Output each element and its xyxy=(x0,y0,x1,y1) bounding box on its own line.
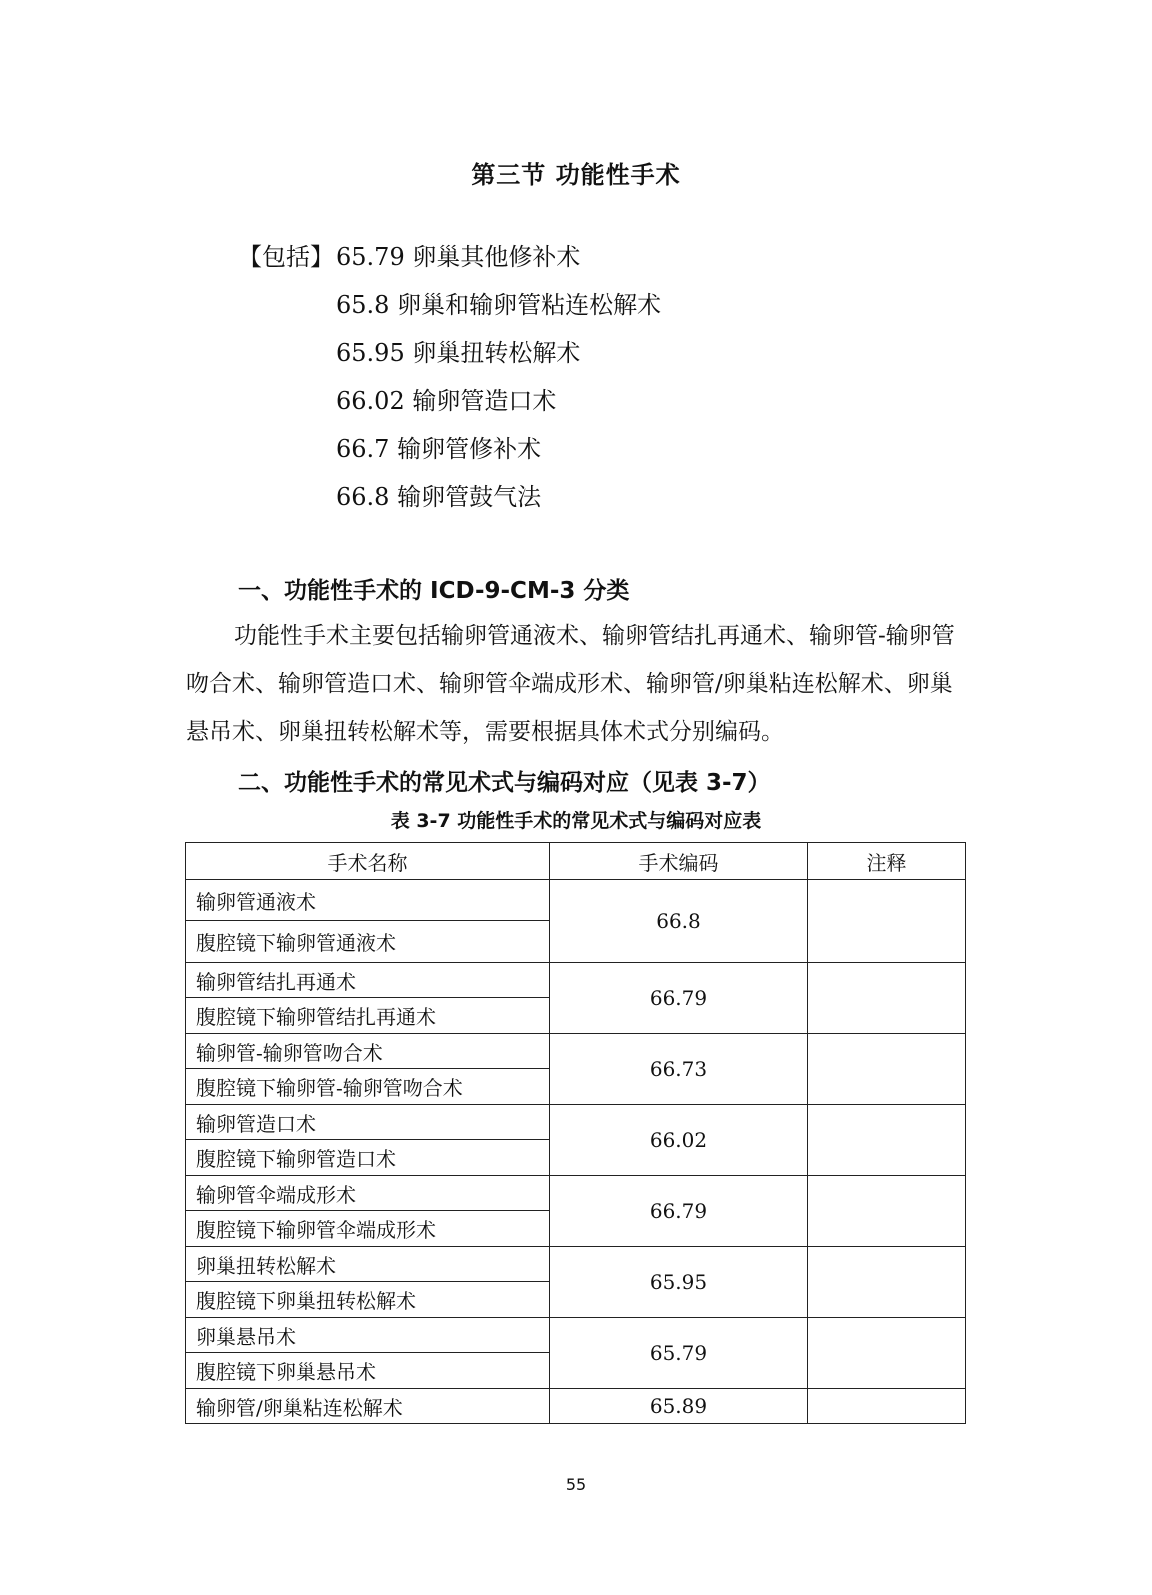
procedure-name: 腹腔镜下输卵管造口术 xyxy=(186,1140,550,1176)
procedure-note xyxy=(808,1389,966,1424)
procedure-name: 腹腔镜下卵巢悬吊术 xyxy=(186,1353,550,1389)
heading-mapping: 二、功能性手术的常见术式与编码对应（见表 3-7） xyxy=(238,770,771,796)
column-header: 手术编码 xyxy=(550,843,808,880)
procedure-code: 66.79 xyxy=(550,963,808,1034)
procedure-note xyxy=(808,1176,966,1247)
table-caption: 表 3-7 功能性手术的常见术式与编码对应表 xyxy=(390,810,762,832)
procedure-name: 腹腔镜下输卵管-输卵管吻合术 xyxy=(186,1069,550,1105)
column-header: 注释 xyxy=(808,843,966,880)
section-title: 第三节 功能性手术 xyxy=(471,161,681,189)
includes-line: 66.02 输卵管造口术 xyxy=(336,387,557,415)
table-row xyxy=(186,1389,966,1424)
includes-line: 65.8 卵巢和输卵管粘连松解术 xyxy=(336,291,662,319)
procedure-note xyxy=(808,963,966,1034)
table-row xyxy=(186,880,966,921)
procedure-name: 输卵管伞端成形术 xyxy=(186,1176,550,1211)
procedure-name: 腹腔镜下卵巢扭转松解术 xyxy=(186,1282,550,1318)
procedure-code: 66.8 xyxy=(550,880,808,963)
paragraph-text: 功能性手术主要包括输卵管通液术、输卵管结扎再通术、输卵管-输卵管吻合术、输卵管造口术、输卵管伞端成形术、输卵管/卵巢粘连松解术、卵巢悬吊术、卵巢扭转松解术等，需要根据具体术式分别编码。 xyxy=(186,623,955,745)
table-row xyxy=(186,1034,966,1069)
column-header: 手术名称 xyxy=(186,843,550,880)
includes-label: 【包括】 xyxy=(238,243,334,271)
procedure-name: 腹腔镜下输卵管结扎再通术 xyxy=(186,998,550,1034)
procedure-name: 输卵管造口术 xyxy=(186,1105,550,1140)
includes-line: 66.7 输卵管修补术 xyxy=(336,435,542,463)
procedure-code: 65.89 xyxy=(550,1389,808,1424)
procedure-name: 输卵管-输卵管吻合术 xyxy=(186,1034,550,1069)
procedure-code-table xyxy=(185,842,966,1424)
procedure-name: 输卵管结扎再通术 xyxy=(186,963,550,998)
procedure-name: 腹腔镜下输卵管通液术 xyxy=(186,921,550,963)
page-number: 55 xyxy=(565,1475,587,1494)
table-row xyxy=(186,963,966,998)
includes-line: 65.79 卵巢其他修补术 xyxy=(336,243,581,271)
procedure-code: 65.95 xyxy=(550,1247,808,1318)
table-header-row xyxy=(186,843,966,880)
table-row xyxy=(186,1318,966,1353)
procedure-code: 66.73 xyxy=(550,1034,808,1105)
procedure-note xyxy=(808,1247,966,1318)
procedure-note xyxy=(808,1318,966,1389)
includes-line: 65.95 卵巢扭转松解术 xyxy=(336,339,581,367)
table-row xyxy=(186,1247,966,1282)
procedure-note xyxy=(808,1034,966,1105)
table-row xyxy=(186,1176,966,1211)
paragraph-body xyxy=(186,612,956,756)
procedure-code: 65.79 xyxy=(550,1318,808,1389)
procedure-note xyxy=(808,880,966,963)
table-row xyxy=(186,1105,966,1140)
includes-line: 66.8 输卵管鼓气法 xyxy=(336,483,542,511)
procedure-name: 腹腔镜下输卵管伞端成形术 xyxy=(186,1211,550,1247)
heading-classification: 一、功能性手术的 ICD-9-CM-3 分类 xyxy=(238,578,630,604)
procedure-code: 66.79 xyxy=(550,1176,808,1247)
procedure-name: 输卵管/卵巢粘连松解术 xyxy=(186,1389,550,1424)
procedure-code: 66.02 xyxy=(550,1105,808,1176)
procedure-note xyxy=(808,1105,966,1176)
procedure-name: 卵巢悬吊术 xyxy=(186,1318,550,1353)
procedure-name: 输卵管通液术 xyxy=(186,880,550,921)
procedure-name: 卵巢扭转松解术 xyxy=(186,1247,550,1282)
